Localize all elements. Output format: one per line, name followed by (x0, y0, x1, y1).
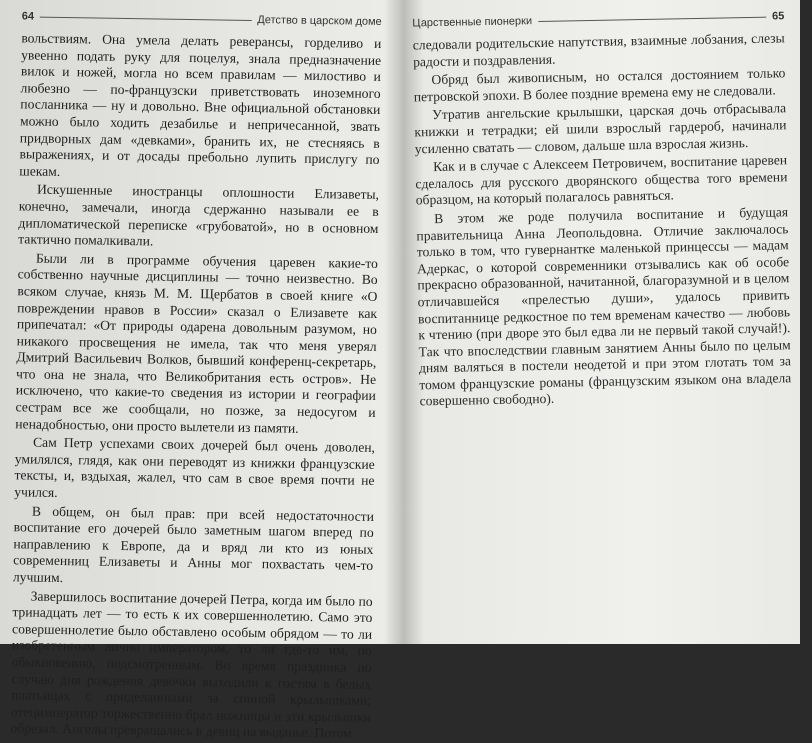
paragraph: Обряд был живописным, но остался достоянием только петровской эпохи. В более поздние времена ему не следовали. (413, 65, 786, 105)
paragraph: следовали родительские напутствия, взаимные лобзания, слезы радости и поздравления. (412, 30, 785, 70)
paragraph: В общем, он был прав: при всей недостаточности воспитание его дочерей было заметным шагом вперед по направлению к Европе, да и вряд ли кто из юных современниц Елизаветы и Анны мог похвастать чем-то лучшим. (12, 503, 375, 586)
running-head-title: Детство в царском доме (257, 14, 382, 28)
page-number: 65 (771, 10, 785, 23)
page-number: 64 (21, 10, 35, 23)
paragraph: Сам Петр успехами своих дочерей был очень доволен, умилялся, глядя, как они переводят из книжки французские тексты, и, вздыхая, жалел, что сам в свое время почти не учился. (14, 434, 376, 500)
right-page (402, 0, 812, 652)
right-running-head (412, 8, 784, 31)
paragraph: Искушенные иностранцы оплошности Елизаветы, конечно, замечали, иногда сдержанно называли ее в дипломатической переписке «грубоватой», но в основном тактично помалкивали. (18, 181, 380, 249)
paragraph: В этом же роде получила воспитание и будущая правительница Анна Леопольдовна. Отличие заключалось только в том, что гувернантке маленькой принцессы — мадам Адеркас, о которой современники отзывались как об особе прекрасно образованной, начитанной, благоразумной и в целом отличавшейся «прелестью души», удалось привить воспитаннице редкостное по тем временам качество — любовь к чтению (при дворе это был едва ли не первый такой случай!). Так что впоследствии главным занятием Анны было по целым дням валяться в постели неодетой и при этом глотать том за томом французские романы (французским языком она владела совершенно свободно). (416, 204, 792, 409)
left-page (0, 0, 400, 741)
paragraph: Были ли в программе обучения царевен какие-то собственно научные дисциплины — точно неизвестно. Во всяком случае, князь М. М. Щербатов в своей книге «О повреждении нравов в России» сказал о Елизавете как припечатал: «От природы одарена довольным разумом, но никакого просвещения не имела, так что меня уверял Дмитрий Васильевич Волков, бывший конференц-секретарь, что она не знала, что Великобритания есть остров». Не исключено, что какие-то сведения из истории и географии сестрам все же сообщали, но позже, за недосугом и ненадобностью, они просто вылетели из памяти. (15, 250, 379, 436)
paragraph: вольствиям. Она умела делать реверансы, горделиво и увеенно подать руку для поцелуя, знала предназначение вилок и ножей, могла но всем правилам — милостиво и любезно — по-французски приветствовать иноземного посланника — ну и довольно. Вне официальной обстановки можно было ходить дезабилье и непричесанной, звать придворных дам «девками», бранить их, не стесняясь в выражениях, и от досады пребольно лупить прислугу по шекам. (19, 30, 382, 179)
paragraph: Завершилось воспитание дочерей Петра, когда им было по тринадцать лет — то есть к их совершеннолетию. Само это совершеннолетие было обставлено особым обрядом — то ли изобретенным лично императором, то ли где-то им, по обыкновению, подсмотренным. Во время праздника по случаю дня рождения девочки выходили к гостям в белых платьицах с приделанными за спиной крылышками; отецимператор торжественно брал ножницы и эти крылышки обрезал. Ангелы превращались в девиц на выданье. Потом (10, 588, 373, 741)
header-rule (538, 16, 766, 21)
left-running-head (22, 8, 382, 30)
paragraph: Утратив ангельские крылышки, царская дочь отбрасывала книжки и тетрадки; ей шили взрослый гардероб, начинали усиленно сватать — словом, дальше шла взрослая жизнь. (414, 100, 787, 156)
right-body-text (413, 30, 792, 410)
left-body-text (10, 30, 381, 743)
running-head-title: Царственные пионерки (412, 15, 533, 30)
paragraph: Как и в случае с Алексеем Петровичем, воспитание царевен сделалось для русского дворянского общества того времени образцом, на который полагалось равняться. (415, 152, 788, 208)
header-rule (40, 16, 251, 20)
